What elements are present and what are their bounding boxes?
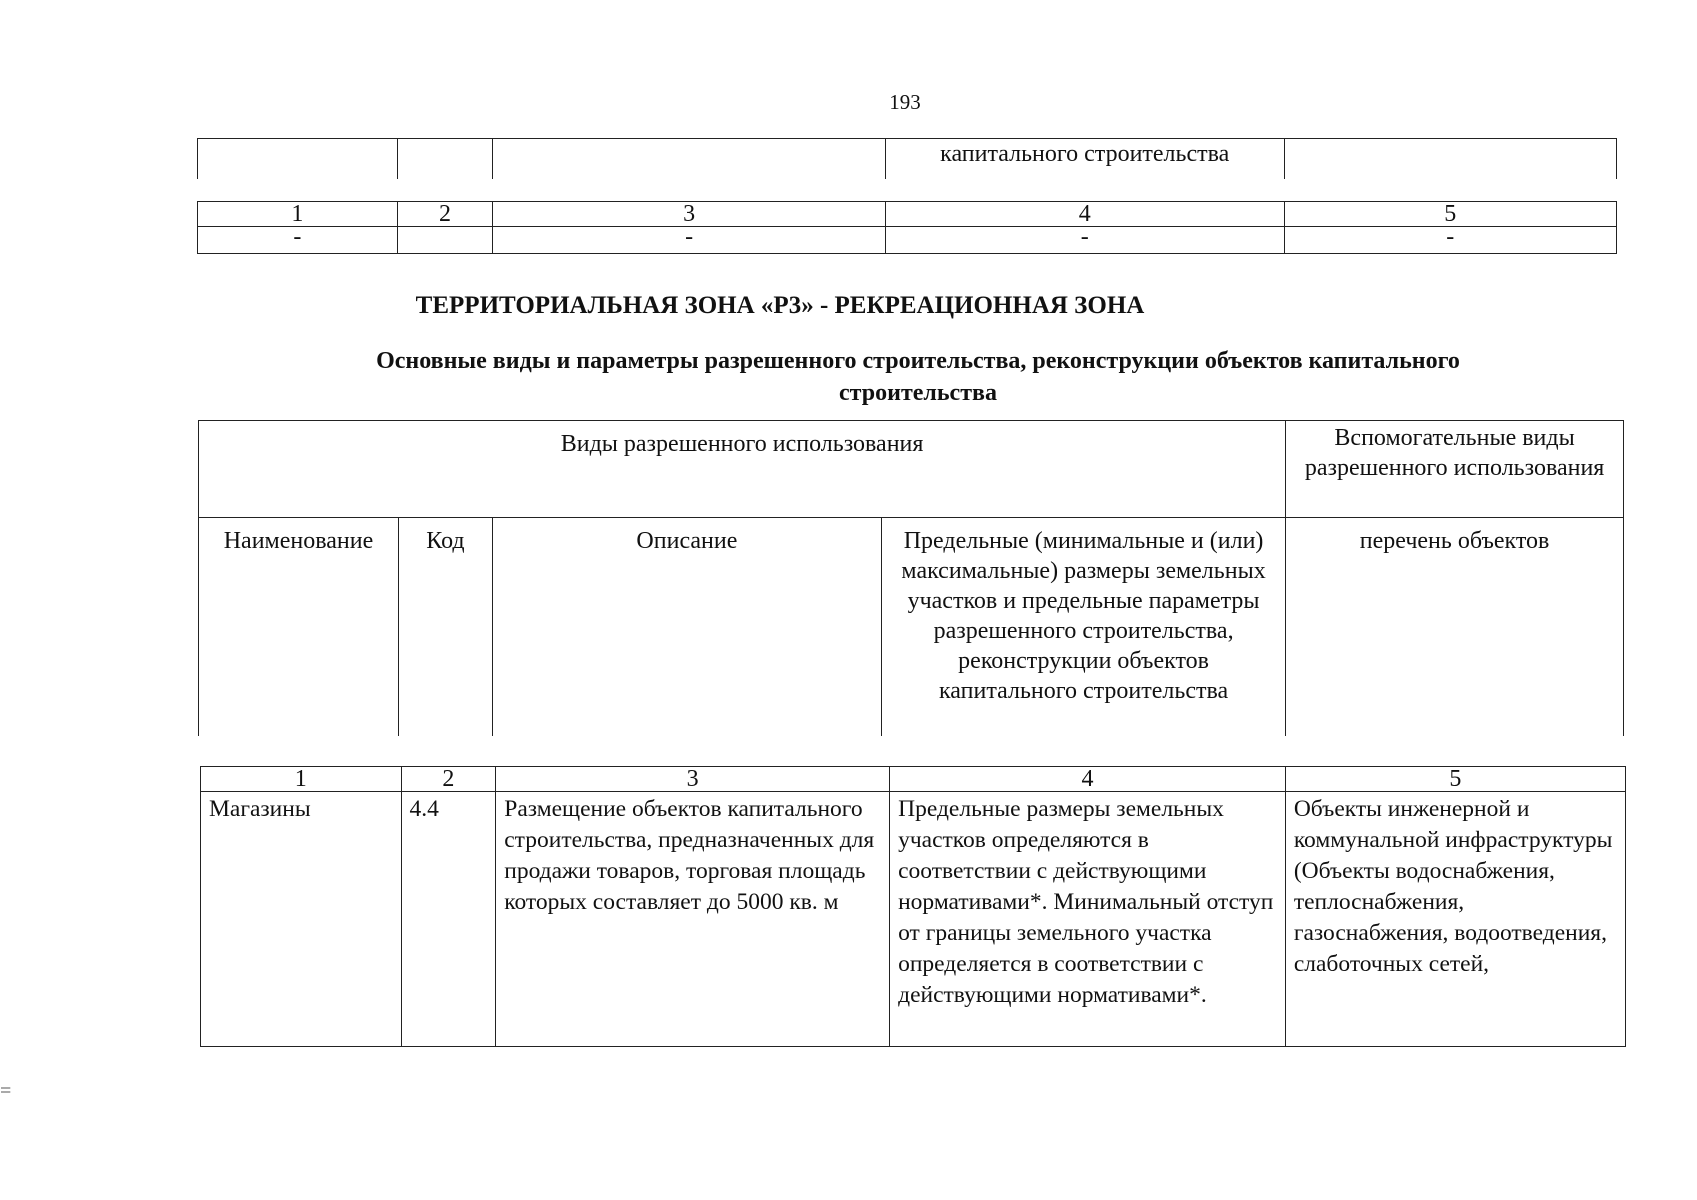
prev-table-tail — [197, 138, 1617, 179]
row-code: 4.4 — [401, 792, 496, 1047]
prev-dash-cell: - — [885, 227, 1284, 254]
col-header-description: Описание — [492, 518, 881, 737]
row-limits: Предельные размеры земельных участков определяются в соответствии с действующими нормативами*. Минимальный отступ от границы земельного участка определяется в соответствии с действующими нормативами*. — [890, 792, 1286, 1047]
col-number: 2 — [401, 767, 496, 792]
prev-col-number: 3 — [493, 202, 886, 227]
col-header-limits: Предельные (минимальные и (или) максимальные) размеры земельных участков и предельные параметры разрешенного строительства, реконструкции объектов капитального строительства — [881, 518, 1285, 737]
margin-mark: = — [0, 1080, 12, 1102]
col-number: 3 — [496, 767, 890, 792]
page-number: 193 — [889, 90, 921, 114]
group-header: Виды разрешенного использования — [199, 421, 1286, 518]
zone-title: ТЕРРИТОРИАЛЬНАЯ ЗОНА «Р3» - РЕКРЕАЦИОННАЯ ЗОНА — [415, 292, 1145, 319]
col-number: 5 — [1285, 767, 1625, 792]
prev-col-number: 1 — [198, 202, 398, 227]
prev-table-numbers — [197, 201, 1617, 254]
prev-col-number: 5 — [1284, 202, 1616, 227]
prev-col-number: 4 — [885, 202, 1284, 227]
prev-dash-cell — [397, 227, 492, 254]
table-row — [201, 792, 1626, 1047]
aux-header: Вспомогательные виды разрешенного использования — [1286, 421, 1624, 518]
col-number: 1 — [201, 767, 402, 792]
row-aux-objects: Объекты инженерной и коммунальной инфраструктуры (Объекты водоснабжения, теплоснабжения, газоснабжения, водоотведения, слаботочных сетей, — [1285, 792, 1625, 1047]
body-table — [200, 766, 1626, 1047]
section-subtitle: Основные виды и параметры разрешенного строительства, реконструкции объектов капитального строительства — [376, 348, 1460, 406]
row-description: Размещение объектов капитального строительства, предназначенных для продажи товаров, торговая площадь которых составляет до 5000 кв. м — [496, 792, 890, 1047]
col-number: 4 — [890, 767, 1286, 792]
prev-dash-cell: - — [493, 227, 886, 254]
continuation-text: капитального строительства — [885, 139, 1284, 180]
header-table — [198, 420, 1624, 736]
prev-dash-cell: - — [198, 227, 398, 254]
prev-col-number: 2 — [397, 202, 492, 227]
prev-dash-cell: - — [1284, 227, 1616, 254]
col-header-code: Код — [398, 518, 492, 737]
col-header-object-list: перечень объектов — [1286, 518, 1624, 737]
col-header-name: Наименование — [199, 518, 399, 737]
row-name: Магазины — [201, 792, 402, 1047]
